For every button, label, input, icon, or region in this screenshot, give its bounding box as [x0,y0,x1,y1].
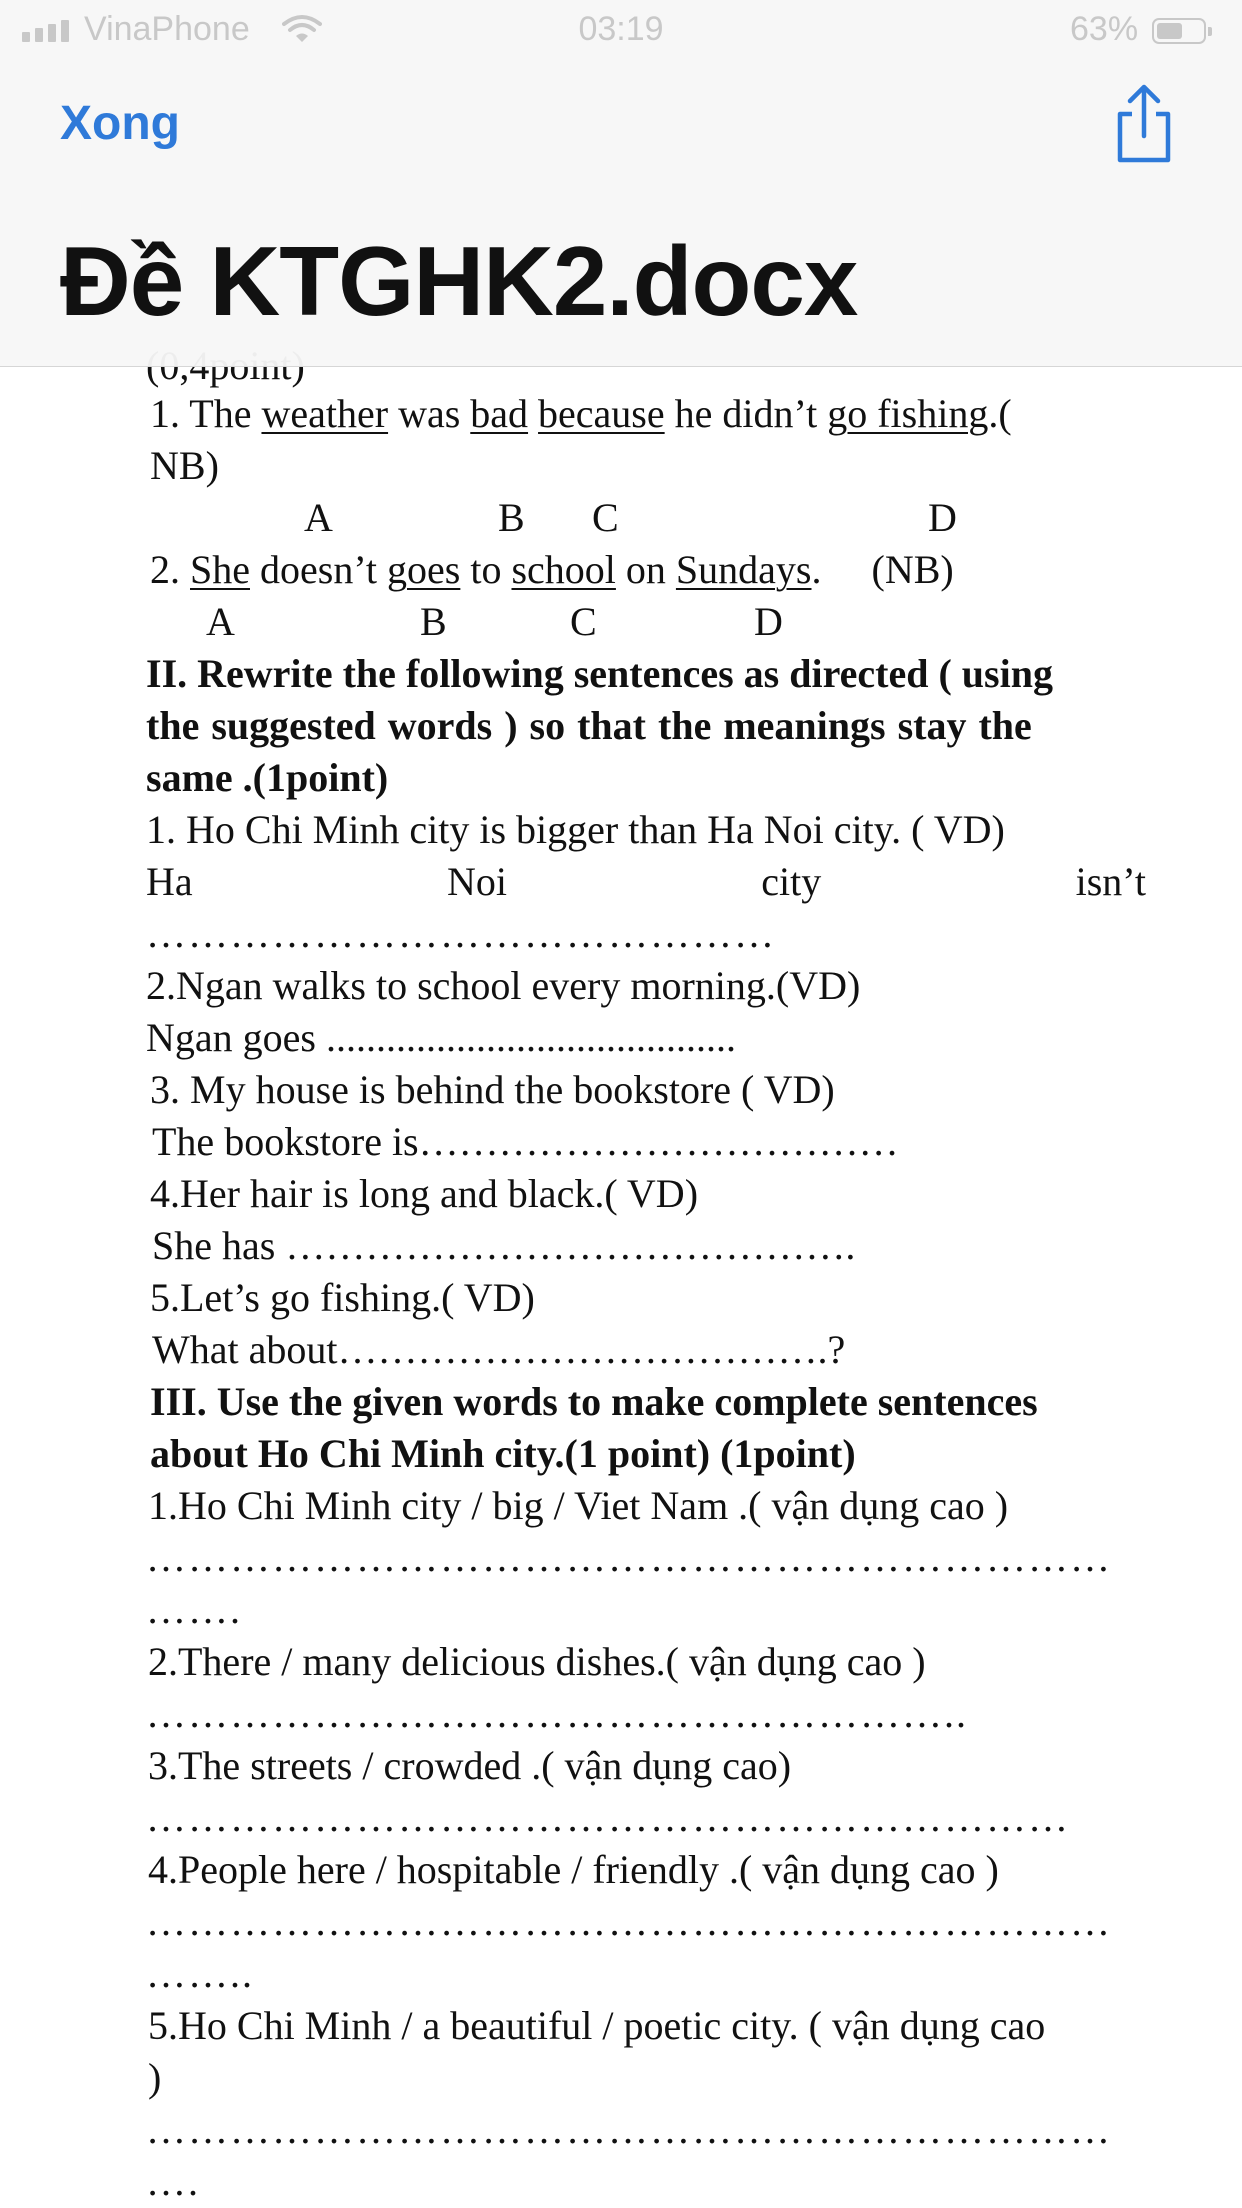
rewrite-item-1: 1. Ho Chi Minh city is bigger than Ha Noi city. ( VD) [146,807,1005,852]
answer-dots: …………………………………………………………… [146,2107,1112,2152]
section-3-heading: III. Use the given words to make complete sentences [150,1379,1038,1424]
question-1: 1. The weather was bad because he didn’t go fishing.( [150,391,1012,436]
section-2-heading: II. Rewrite the following sentences as directed ( using [146,651,1053,696]
letter-b: B [498,495,525,540]
letter-a: A [206,599,235,644]
rewrite-item-3: 3. My house is behind the bookstore ( VD) [150,1067,835,1112]
option-b: goes [387,547,461,592]
rewrite-item-2: 2.Ngan walks to school every morning.(VD) [146,963,861,1008]
status-time: 03:19 [578,10,664,48]
done-button[interactable]: Xong [60,97,180,150]
letter-c: C [592,495,619,540]
section-2-heading: same .(1point) [146,755,389,800]
question-1-level: NB) [150,443,219,488]
answer-dots: ………………………………………………………… [146,1795,1070,1840]
sentence-item-2: 2.There / many delicious dishes.( vận dụng cao ) [148,1639,926,1684]
letter-d: D [928,495,957,540]
letter-c: C [570,599,597,644]
status-bar [0,0,1242,62]
sentence-item-4: 4.People here / hospitable / friendly .( vận dụng cao ) [148,1847,999,1892]
option-d: Sundays [675,547,812,592]
sentence-item-1: 1.Ho Chi Minh city / big / Viet Nam .( vận dụng cao ) [148,1483,1009,1528]
carrier-name: VinaPhone [84,10,250,48]
rewrite-item-5-answer: What about……………………………….? [152,1327,846,1372]
rewrite-item-5: 5.Let’s go fishing.( VD) [150,1275,535,1320]
letter-b: B [420,599,447,644]
rewrite-item-2-answer: Ngan goes ......................................... [146,1015,736,1060]
share-icon[interactable] [1112,84,1176,164]
battery-icon [1152,18,1206,44]
answer-dots: ………………………………………………….. [146,1691,968,1736]
rewrite-item-3-answer: The bookstore is……………………………… [152,1119,899,1164]
option-a: She [190,547,250,592]
option-d: go fishing [827,391,989,436]
answer-dots: …………………………………………………………… [146,1535,1112,1580]
rewrite-item-4: 4.Her hair is long and black.( VD) [150,1171,699,1216]
rewrite-item-1-answer: Ha Noi city isn’t [146,859,1146,904]
navigation-header [0,0,1242,367]
battery-percent: 63% [1070,10,1139,48]
document-title: Đề KTGHK2.docx [60,226,858,336]
letter-d: D [754,599,783,644]
letter-a: A [304,495,333,540]
answer-dots: …. [146,2159,200,2204]
section-2-heading: the suggested words ) so that the meanings stay the [146,703,1032,748]
question-2: 2. She doesn’t goes to school on Sundays. (NB) [150,547,954,592]
sentence-item-5-close: ) [148,2055,162,2100]
answer-dots: ……………………………………… [146,911,776,956]
answer-dots: …………………………………………………………… [146,1899,1112,1944]
answer-dots: …….. [146,1951,254,1996]
option-a: weather [261,391,389,436]
sentence-item-3: 3.The streets / crowded .( vận dụng cao) [148,1743,792,1788]
option-b: bad [470,391,529,436]
sentence-item-5: 5.Ho Chi Minh / a beautiful / poetic city. ( vận dụng cao [148,2003,1046,2048]
rewrite-item-4-answer: She has ……………………………………. [152,1223,856,1268]
option-c: school [511,547,616,592]
answer-dots: ……. [146,1587,242,1632]
section-3-heading: about Ho Chi Minh city.(1 point) (1point) [150,1431,856,1476]
option-c: because [538,391,665,436]
